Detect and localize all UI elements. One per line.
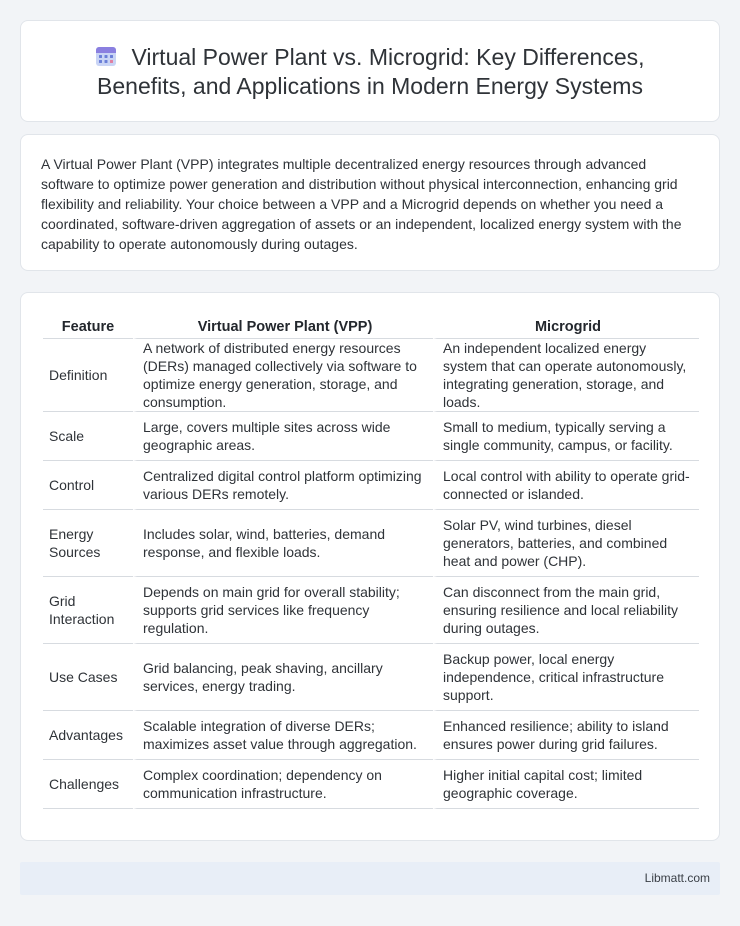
vpp-cell: Grid balancing, peak shaving, ancillary services, energy trading. (133, 644, 433, 711)
table-row (43, 339, 699, 412)
vpp-cell: Large, covers multiple sites across wide geographic areas. (133, 412, 433, 461)
microgrid-cell: Enhanced resilience; ability to island ensures power during grid failures. (433, 711, 699, 760)
table-row (43, 412, 699, 461)
vpp-cell: Includes solar, wind, batteries, demand response, and flexible loads. (133, 510, 433, 577)
intro-card (20, 134, 720, 271)
feature-cell: Use Cases (43, 644, 133, 711)
calendar-grid-icon (95, 45, 117, 67)
table-row (43, 644, 699, 711)
title-line-2: Benefits, and Applications in Modern Energy Systems (97, 73, 643, 99)
vpp-cell: A network of distributed energy resources (DERs) managed collectively via software to optimize energy generation, storage, and consumption. (133, 339, 433, 412)
feature-cell: Grid Interaction (43, 577, 133, 644)
intro-paragraph: A Virtual Power Plant (VPP) integrates multiple decentralized energy resources through advanced software to optimize power generation and distribution without physical interconnection, enhancing grid flexibility and reliability. Your choice between a VPP and a Microgrid depends on whether you need a coordinated, software-driven aggregation of assets or an independent, localized energy system with the capability to operate autonomously during outages. (41, 156, 682, 252)
page-title (21, 43, 719, 101)
feature-cell: Advantages (43, 711, 133, 760)
comparison-table (43, 315, 699, 809)
microgrid-cell: Higher initial capital cost; limited geographic coverage. (433, 760, 699, 809)
table-row (43, 461, 699, 510)
vpp-cell: Depends on main grid for overall stability; supports grid services like frequency regulation. (133, 577, 433, 644)
feature-cell: Definition (43, 339, 133, 412)
microgrid-cell: Small to medium, typically serving a single community, campus, or facility. (433, 412, 699, 461)
title-line-1: Virtual Power Plant vs. Microgrid: Key Differences, (131, 44, 645, 70)
vpp-cell: Centralized digital control platform optimizing various DERs remotely. (133, 461, 433, 510)
feature-cell: Scale (43, 412, 133, 461)
table-row (43, 711, 699, 760)
feature-cell: Control (43, 461, 133, 510)
table-row (43, 510, 699, 577)
microgrid-cell: Can disconnect from the main grid, ensuring resilience and local reliability during outages. (433, 577, 699, 644)
table-row (43, 760, 699, 809)
feature-cell: Challenges (43, 760, 133, 809)
header-vpp: Virtual Power Plant (VPP) (133, 315, 433, 339)
microgrid-cell: Local control with ability to operate grid-connected or islanded. (433, 461, 699, 510)
comparison-card (20, 292, 720, 841)
vpp-cell: Complex coordination; dependency on communication infrastructure. (133, 760, 433, 809)
footer-site-link[interactable]: Libmatt.com (644, 871, 710, 885)
microgrid-cell: An independent localized energy system that can operate autonomously, integrating generation, storage, and loads. (433, 339, 699, 412)
header-feature: Feature (43, 315, 133, 339)
feature-cell: Energy Sources (43, 510, 133, 577)
table-header-row (43, 315, 699, 339)
title-card (20, 20, 720, 122)
microgrid-cell: Solar PV, wind turbines, diesel generators, batteries, and combined heat and power (CHP). (433, 510, 699, 577)
vpp-cell: Scalable integration of diverse DERs; maximizes asset value through aggregation. (133, 711, 433, 760)
microgrid-cell: Backup power, local energy independence, critical infrastructure support. (433, 644, 699, 711)
header-microgrid: Microgrid (433, 315, 699, 339)
footer-bar (20, 862, 720, 895)
table-row (43, 577, 699, 644)
